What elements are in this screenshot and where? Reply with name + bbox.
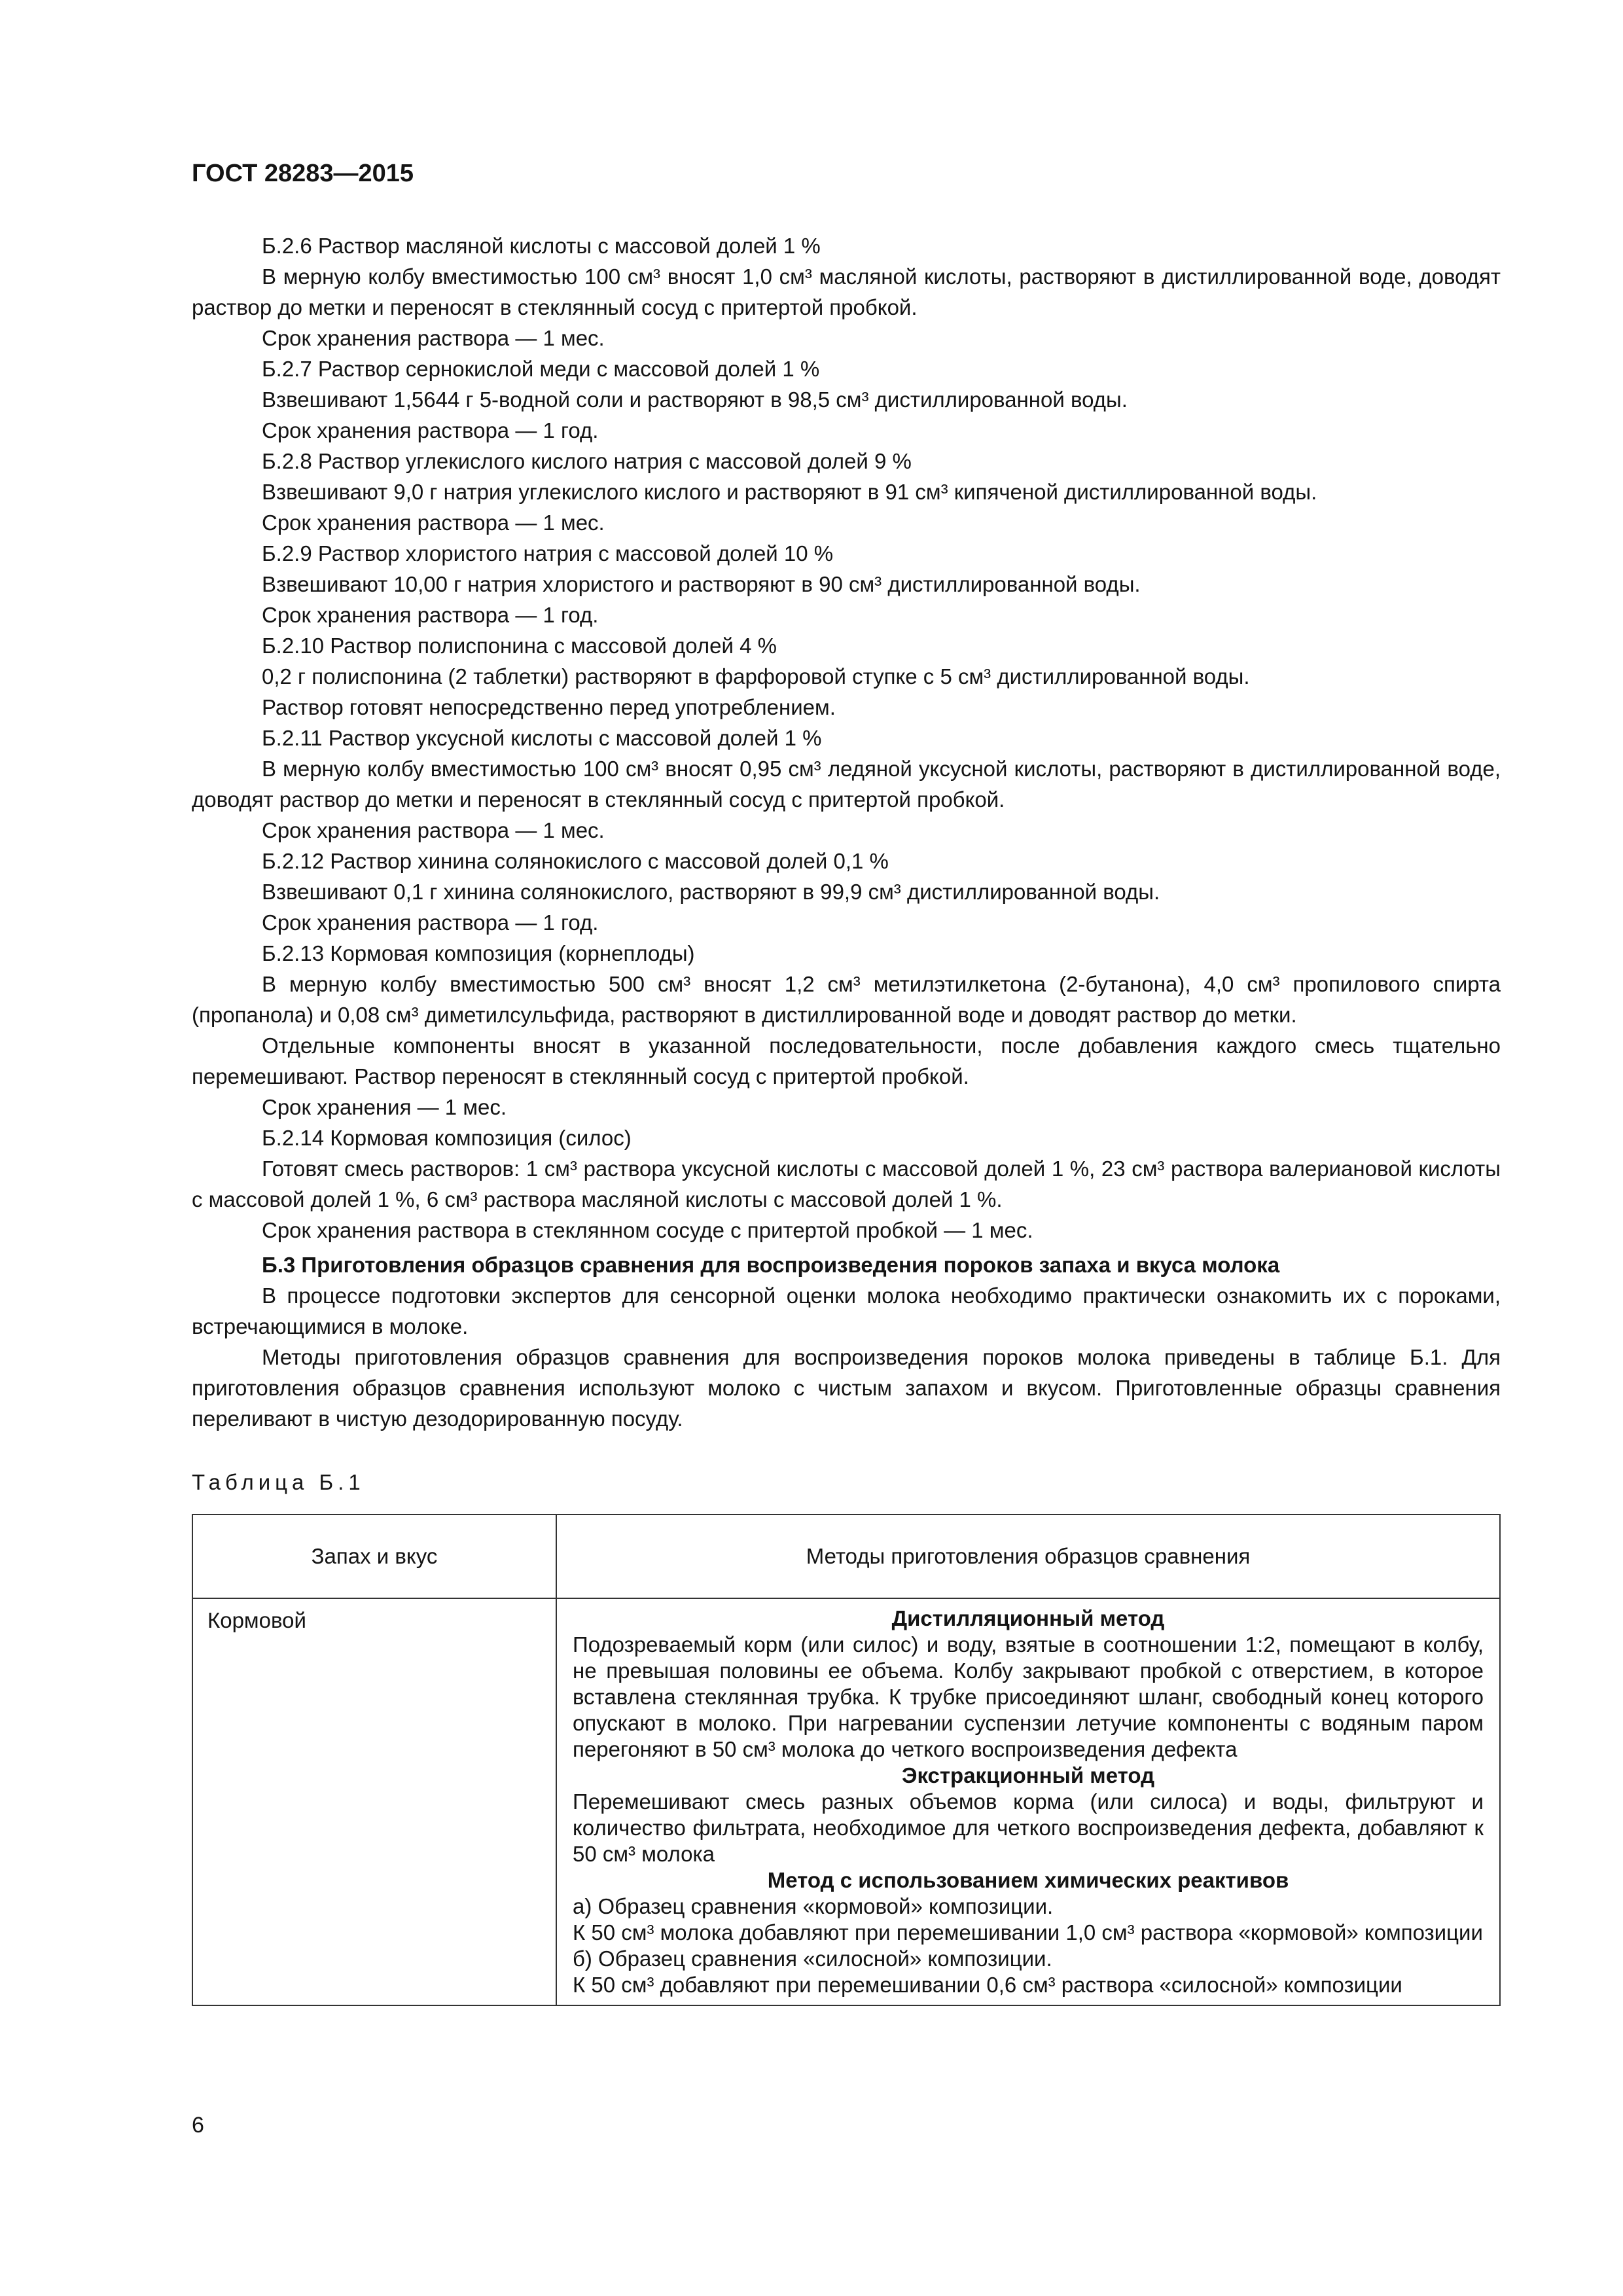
method-title: Дистилляционный метод: [891, 1606, 1165, 1630]
paragraph: Взвешивают 0,1 г хинина солянокислого, растворяют в 99,9 см³ дистиллированной воды.: [262, 880, 1160, 904]
paragraph: В мерную колбу вместимостью 500 см³ вносят 1,2 см³ метилэтилкетона (2-бутанона), 4,0 см³ пропилового спирта (пропанола) и 0,08 см³ диметилсульфида, растворяют в дистиллированной воде и доводят раствор до метки.: [192, 972, 1501, 1027]
paragraph: В мерную колбу вместимостью 100 см³ вносят 0,95 см³ ледяной уксусной кислоты, растворяют в дистиллированной воде, доводят раствор до метки и переносят в стеклянный сосуд с притертой пробкой.: [192, 757, 1501, 812]
paragraph: Б.2.12 Раствор хинина солянокислого с массовой долей 0,1 %: [262, 849, 889, 873]
column-header: Запах и вкус: [192, 1515, 556, 1598]
page-number: 6: [192, 2113, 204, 2138]
section-paragraph: В процессе подготовки экспертов для сенсорной оценки молока необходимо практически ознакомить их с пороками, встречающимися в молоке.: [192, 1283, 1501, 1338]
paragraph: Б.2.6 Раствор масляной кислоты с массовой долей 1 %: [262, 234, 821, 258]
paragraph: Срок хранения — 1 мес.: [262, 1095, 507, 1119]
method-item: б) Образец сравнения «силосной» композиции.: [573, 1946, 1052, 1971]
method-text: К 50 см³ добавляют при перемешивании 0,6 см³ раствора «силосной» композиции: [573, 1973, 1402, 1997]
column-header: Методы приготовления образцов сравнения: [556, 1515, 1500, 1598]
method-text: К 50 см³ молока добавляют при перемешивании 1,0 см³ раствора «кормовой» композиции: [573, 1920, 1483, 1945]
method-item: а) Образец сравнения «кормовой» композиции.: [573, 1894, 1054, 1918]
paragraph: Взвешивают 9,0 г натрия углекислого кислого и растворяют в 91 см³ кипяченой дистиллированной воды.: [262, 480, 1317, 504]
section-heading: Б.3 Приготовления образцов сравнения для воспроизведения пороков запаха и вкуса молока: [262, 1253, 1280, 1277]
table-header-row: [192, 1515, 1500, 1598]
paragraph: Срок хранения раствора — 1 мес.: [262, 818, 605, 842]
section-paragraph: Методы приготовления образцов сравнения для воспроизведения пороков молока приведены в таблице Б.1. Для приготовления образцов сравнения используют молоко с чистым запахом и вкусом. Приготовленные образцы сравнения переливают в чистую дезодорированную посуду.: [192, 1345, 1501, 1431]
paragraph: Срок хранения раствора — 1 мес.: [262, 326, 605, 350]
paragraph: Б.2.9 Раствор хлористого натрия с массовой долей 10 %: [262, 541, 834, 565]
paragraph: Отдельные компоненты вносят в указанной последовательности, после добавления каждого смесь тщательно перемешивают. Раствор переносят в стеклянный сосуд с притертой пробкой.: [192, 1033, 1501, 1088]
paragraph: Б.2.8 Раствор углекислого кислого натрия с массовой долей 9 %: [262, 449, 912, 473]
paragraph: Раствор готовят непосредственно перед употреблением.: [262, 695, 836, 719]
method-text: Подозреваемый корм (или силос) и воду, взятые в соотношении 1:2, помещают в колбу, не превышая половины ее объема. Колбу закрывают пробкой с отверстием, в которое вставлена стеклянная трубка. К трубке присоединяют шланг, свободный конец которого опускают в молоко. При нагревании суспензии летучие компоненты с водяным паром перегоняют в 50 см³ молока до четкого воспроизведения дефекта: [573, 1632, 1484, 1761]
method-title: Экстракционный метод: [901, 1763, 1155, 1787]
paragraph: Готовят смесь растворов: 1 см³ раствора уксусной кислоты с массовой долей 1 %, 23 см³ раствора валериановой кислоты с массовой долей 1 %, 6 см³ раствора масляной кислоты с массовой долей 1 %.: [192, 1157, 1501, 1211]
appendix-paragraphs: [192, 230, 1501, 1246]
paragraph: Б.2.7 Раствор сернокислой меди с массовой долей 1 %: [262, 357, 820, 381]
paragraph: Срок хранения раствора — 1 год.: [262, 418, 599, 442]
row-label: Кормовой: [192, 1598, 556, 2005]
paragraph: Срок хранения раствора в стеклянном сосуде с притертой пробкой — 1 мес.: [262, 1218, 1033, 1242]
document-page: [192, 157, 1501, 2006]
paragraph: Б.2.10 Раствор полиспонина с массовой долей 4 %: [262, 634, 777, 658]
methods-cell: [556, 1598, 1500, 2005]
method-title: Метод с использованием химических реактивов: [767, 1868, 1289, 1892]
paragraph: Срок хранения раствора — 1 мес.: [262, 511, 605, 535]
paragraph: Б.2.14 Кормовая композиция (силос): [262, 1126, 632, 1150]
paragraph: Срок хранения раствора — 1 год.: [262, 603, 599, 627]
paragraph: Взвешивают 1,5644 г 5-водной соли и растворяют в 98,5 см³ дистиллированной воды.: [262, 387, 1128, 412]
paragraph: 0,2 г полиспонина (2 таблетки) растворяют в фарфоровой ступке с 5 см³ дистиллированной воды.: [262, 664, 1250, 689]
document-header: ГОСТ 28283—2015: [192, 160, 414, 187]
paragraph: В мерную колбу вместимостью 100 см³ вносят 1,0 см³ масляной кислоты, растворяют в дистиллированной воде, доводят раствор до метки и переносят в стеклянный сосуд с притертой пробкой.: [192, 264, 1501, 319]
method-text: Перемешивают смесь разных объемов корма (или силоса) и воды, фильтруют и количество фильтрата, необходимое для четкого воспроизведения дефекта, добавляют к 50 см³ молока: [573, 1789, 1484, 1866]
methods-table: [192, 1514, 1501, 2006]
paragraph: Б.2.11 Раствор уксусной кислоты с массовой долей 1 %: [262, 726, 822, 750]
table-caption: Таблица Б.1: [192, 1470, 365, 1494]
paragraph: Срок хранения раствора — 1 год.: [262, 910, 599, 935]
table-row: [192, 1598, 1500, 2005]
paragraph: Взвешивают 10,00 г натрия хлористого и растворяют в 90 см³ дистиллированной воды.: [262, 572, 1141, 596]
paragraph: Б.2.13 Кормовая композиция (корнеплоды): [262, 941, 695, 965]
